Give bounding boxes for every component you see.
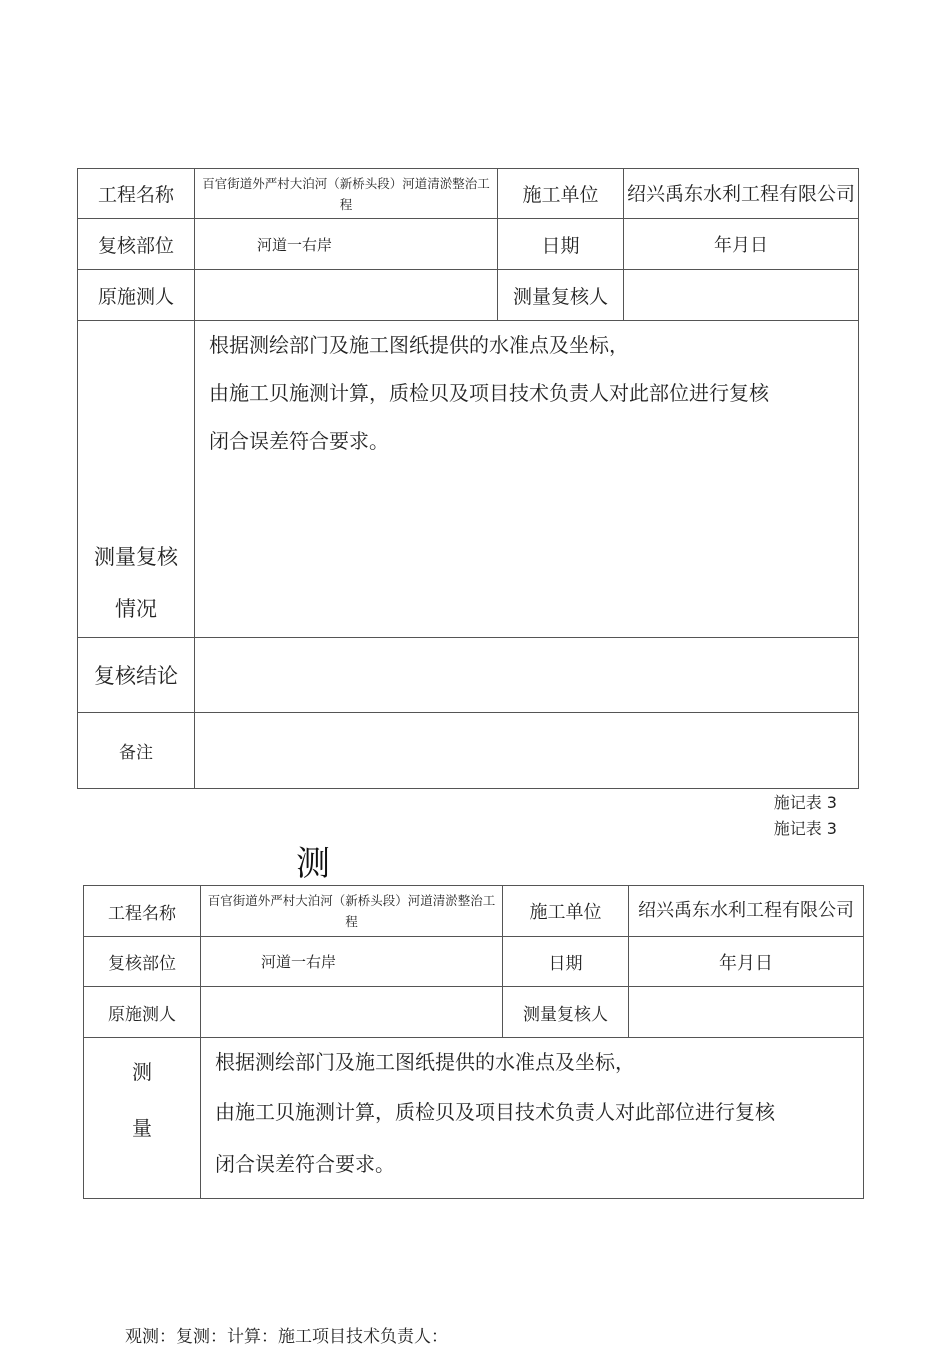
status-text-line: 根据测绘部门及施工图纸提供的水准点及坐标， <box>215 1050 635 1074</box>
side-label-char: 量 <box>132 1116 152 1140</box>
project-name-label: 工程名称 <box>78 169 195 219</box>
date-value: 年月日 <box>629 937 864 987</box>
check-part-value: 河道一右岸 <box>201 937 503 987</box>
contractor-label: 施工单位 <box>503 886 629 937</box>
title-fragment: 测 <box>296 844 330 884</box>
project-name-value: 百官街道外严村大泊河（新桥头段）河道清淤整治工程 <box>201 886 503 937</box>
date-label: 日期 <box>498 219 624 270</box>
check-part-value: 河道一右岸 <box>195 219 498 270</box>
recheck-person-value <box>624 270 859 321</box>
recheck-status-label <box>78 321 195 638</box>
status-text-line: 闭合误差符合要求。 <box>215 1152 395 1176</box>
recheck-person-value <box>629 987 864 1038</box>
form-number-note: 施记表 3 <box>773 819 837 838</box>
contractor-label: 施工单位 <box>498 169 624 219</box>
check-part-label: 复核部位 <box>84 937 201 987</box>
original-surveyor-value <box>201 987 503 1038</box>
side-label-char: 测 <box>132 1060 152 1084</box>
recheck-person-label: 测量复核人 <box>498 270 624 321</box>
signoff-line: 观测：复测：计算：施工项目技术负责人： <box>125 1327 448 1347</box>
recheck-status-label-line2: 情况 <box>115 597 157 621</box>
form-number-note: 施记表 3 <box>773 793 837 812</box>
recheck-person-label: 测量复核人 <box>503 987 629 1038</box>
status-text-line: 由施工贝施测计算，质检贝及项目技术负责人对此部位进行复核 <box>209 381 769 405</box>
original-surveyor-label: 原施测人 <box>84 987 201 1038</box>
survey-recheck-form-2 <box>83 885 864 1199</box>
project-name-value: 百官街道外严村大泊河（新桥头段）河道清淤整治工程 <box>195 169 498 219</box>
recheck-status-content <box>201 1038 864 1199</box>
project-name-label: 工程名称 <box>84 886 201 937</box>
check-part-label: 复核部位 <box>78 219 195 270</box>
date-value: 年月日 <box>624 219 859 270</box>
remarks-value <box>195 713 859 789</box>
survey-recheck-form-1 <box>77 168 859 789</box>
original-surveyor-label: 原施测人 <box>78 270 195 321</box>
contractor-value: 绍兴禹东水利工程有限公司 <box>624 169 859 219</box>
remarks-label: 备注 <box>78 713 195 789</box>
recheck-status-label <box>84 1038 201 1199</box>
recheck-status-label-line1: 测量复核 <box>94 545 178 569</box>
contractor-value: 绍兴禹东水利工程有限公司 <box>629 886 864 937</box>
status-text-line: 根据测绘部门及施工图纸提供的水准点及坐标， <box>209 333 629 357</box>
status-text-line: 闭合误差符合要求。 <box>209 429 389 453</box>
original-surveyor-value <box>195 270 498 321</box>
status-text-line: 由施工贝施测计算，质检贝及项目技术负责人对此部位进行复核 <box>215 1100 775 1124</box>
date-label: 日期 <box>503 937 629 987</box>
conclusion-value <box>195 638 859 713</box>
conclusion-label: 复核结论 <box>78 638 195 713</box>
recheck-status-content <box>195 321 859 638</box>
